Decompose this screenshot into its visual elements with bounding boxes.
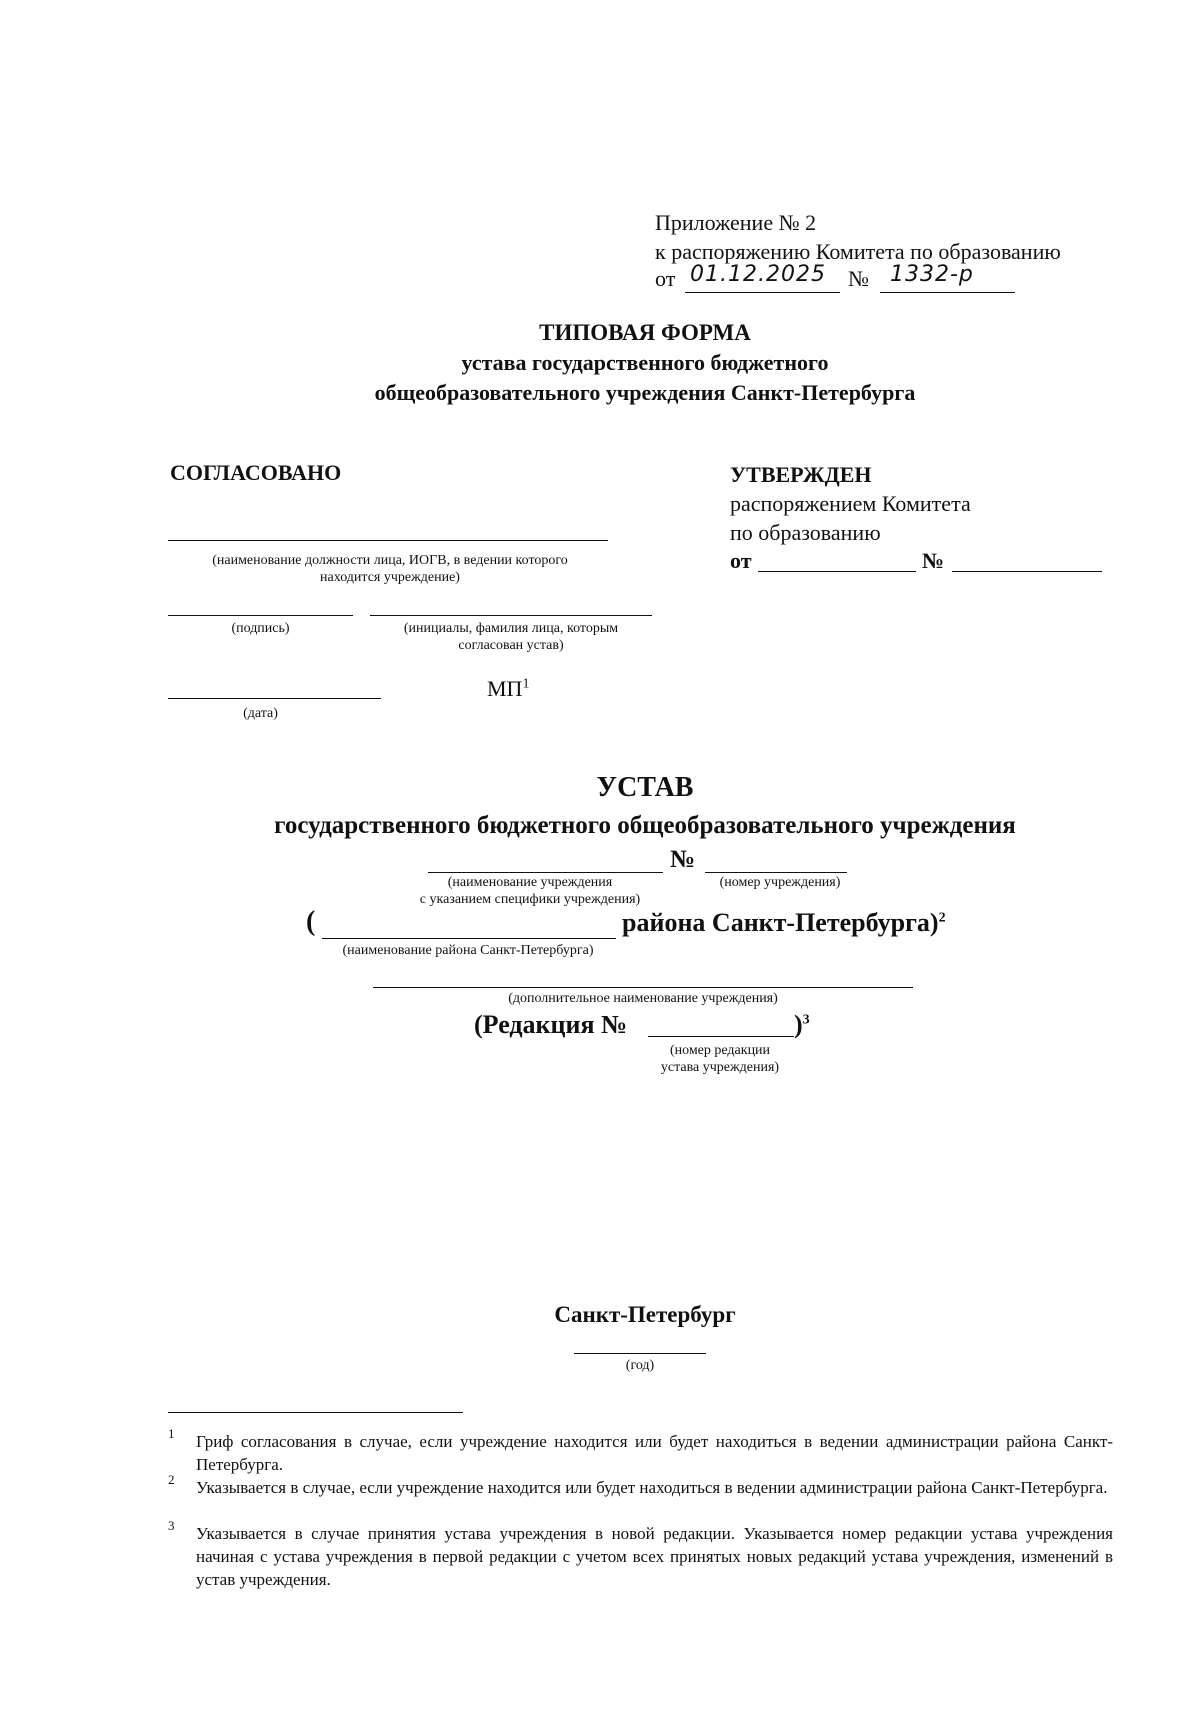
institution-name-caption-line-1: (наименование учреждения — [447, 875, 613, 890]
district-text — [622, 908, 946, 938]
institution-name-line — [428, 872, 663, 873]
stamp-label: МП — [487, 676, 523, 701]
edition-close-paren: ) — [794, 1010, 803, 1039]
appendix-from-label: от — [655, 266, 676, 291]
year-caption: (год) — [625, 1358, 655, 1373]
appendix-num-label: № — [848, 266, 869, 291]
form-title: ТИПОВАЯ ФОРМА — [539, 320, 751, 345]
edition-caption-line-1: (номер редакции — [669, 1043, 771, 1058]
appendix-block — [655, 208, 1061, 266]
agreed-date-line — [168, 698, 381, 699]
approved-line-2: распоряжением Комитета — [730, 491, 971, 516]
edition-caption — [620, 1042, 820, 1076]
footnote-1-text: Гриф согласования в случае, если учреждение находится или будет находиться в ведении администрации района Санкт-Петербурга. — [196, 1432, 1113, 1474]
institution-name-caption — [380, 874, 680, 908]
appendix-reference: к распоряжению Комитета по образованию — [655, 239, 1061, 264]
footnote-separator — [168, 1412, 463, 1413]
approved-title: УТВЕРЖДЕН — [730, 462, 872, 487]
footnote-ref-1: 1 — [522, 676, 530, 692]
form-subtitle-line-1: устава государственного бюджетного — [461, 350, 829, 375]
additional-name-line — [373, 987, 913, 988]
appendix-date-line — [685, 292, 840, 293]
edition-label: (Редакция № — [474, 1010, 628, 1039]
edition-caption-line-2: устава учреждения) — [660, 1060, 780, 1075]
appendix-num-line — [880, 292, 1015, 293]
charter-title: УСТАВ — [596, 772, 694, 803]
agreed-position-line — [168, 540, 608, 541]
approved-num-line — [952, 571, 1102, 572]
institution-number-caption: (номер учреждения) — [719, 875, 841, 890]
footnote-1-number: 1 — [168, 1426, 175, 1441]
institution-number-line — [705, 872, 847, 873]
footnote-ref-2: 2 — [938, 910, 946, 926]
agreed-position-caption — [160, 552, 620, 586]
footnote-2-text: Указывается в случае, если учреждение находится или будет находиться в ведении администрации района Санкт-Петербурга. — [196, 1478, 1108, 1497]
form-subtitle-line-2: общеобразовательного учреждения Санкт-Петербурга — [374, 380, 916, 405]
year-line — [574, 1353, 706, 1354]
city-name: Санкт-Петербург — [554, 1302, 736, 1327]
approved-block — [730, 460, 971, 547]
district-caption: (наименование района Санкт-Петербурга) — [342, 943, 594, 958]
approved-from-label: от — [730, 548, 752, 573]
district-name-line — [322, 938, 616, 939]
signature-caption: (подпись) — [231, 621, 290, 636]
additional-name-caption: (дополнительное наименование учреждения) — [508, 991, 778, 1006]
footnote-3-text: Указывается в случае принятия устава учреждения в новой редакции. Указывается номер редакции устава учреждения начиная с устава учреждения в первой редакции с учетом всех принятых новых редакций устава учреждения, изменений в устав учреждения. — [196, 1524, 1113, 1589]
approved-line-3: по образованию — [730, 520, 881, 545]
position-caption-line-1: (наименование должности лица, ИОГВ, в ведении которого — [212, 553, 568, 568]
edition-number-line — [648, 1036, 794, 1037]
appendix-date-handwritten: 01.12.2025 — [690, 262, 826, 287]
footnote-ref-3: 3 — [802, 1012, 810, 1028]
appendix-num-handwritten: 1332-р — [890, 262, 974, 287]
stamp-place — [487, 676, 529, 702]
charter-subtitle: государственного бюджетного общеобразовательного учреждения — [274, 812, 1016, 839]
agreed-title: СОГЛАСОВАНО — [170, 460, 342, 485]
form-heading — [300, 318, 990, 408]
footnote-3-number: 3 — [168, 1518, 175, 1533]
agreed-initials-line — [370, 615, 652, 616]
district-open-paren: ( — [306, 906, 316, 937]
appendix-number: Приложение № 2 — [655, 210, 817, 235]
date-caption: (дата) — [243, 706, 278, 721]
institution-name-caption-line-2: с указанием специфики учреждения) — [419, 892, 641, 907]
initials-caption-line-2: согласован устав) — [458, 638, 564, 653]
district-label: района Санкт-Петербурга) — [622, 908, 939, 937]
institution-num-label: № — [670, 846, 696, 873]
footnote-2-number: 2 — [168, 1472, 175, 1487]
initials-caption-line-1: (инициалы, фамилия лица, которым — [403, 621, 619, 636]
approved-num-label: № — [922, 548, 945, 573]
edition-close — [794, 1010, 810, 1040]
position-caption-line-2: находится учреждение) — [320, 570, 460, 585]
agreed-signature-line — [168, 615, 353, 616]
initials-caption — [370, 620, 652, 654]
approved-date-line — [758, 571, 916, 572]
